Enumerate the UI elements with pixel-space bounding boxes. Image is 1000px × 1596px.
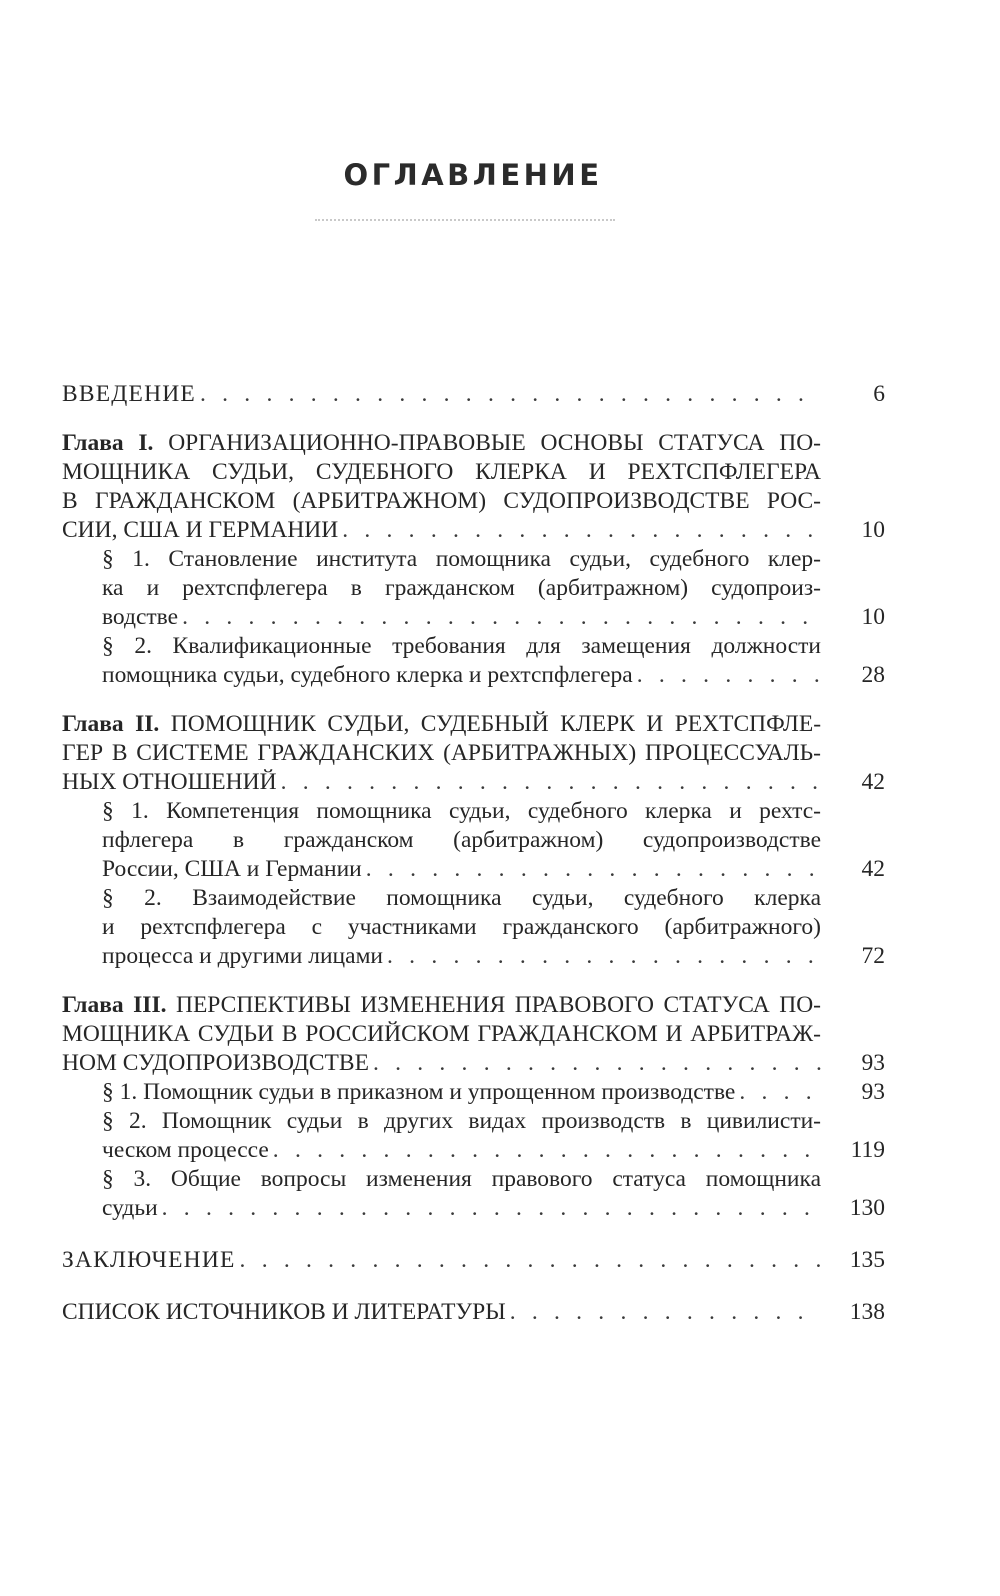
chapter-title-line: ОРГАНИЗАЦИОННО-ПРАВОВЫЕ ОСНОВЫ СТАТУСА ПО-: [168, 430, 821, 456]
chapter-title-line: НЫХ ОТНОШЕНИЙ: [62, 769, 277, 795]
chapter-title-line: ГЕР В СИСТЕМЕ ГРАЖДАНСКИХ (АРБИТРАЖНЫХ) ПРОЦЕССУАЛЬ-: [62, 740, 821, 766]
chapter-title-line: ПОМОЩНИК СУДЬИ, СУДЕБНЫЙ КЛЕРК И РЕХТСПФЛЕ-: [170, 711, 821, 737]
toc-entry-title: СПИСОК ИСТОЧНИКОВ И ЛИТЕРАТУРЫ: [62, 1299, 506, 1325]
toc-entry-section-1-1[interactable]: [62, 545, 885, 632]
page-number: 135: [849, 1247, 885, 1273]
title-divider: [315, 219, 615, 221]
section-title-line: ческом процессе: [102, 1137, 269, 1163]
page-number: 42: [861, 856, 885, 882]
toc-entry-section-2-2[interactable]: [62, 884, 885, 971]
toc-entry-intro[interactable]: [62, 380, 885, 409]
leader-dots: [373, 1049, 821, 1078]
toc-entry-section-3-2[interactable]: [62, 1107, 885, 1165]
leader-dots: [510, 1298, 821, 1327]
section-title-line: § 3. Общие вопросы изменения правового статуса помощника: [102, 1166, 821, 1192]
section-title-line: § 1. Помощник судьи в приказном и упрощенном производстве: [102, 1079, 736, 1105]
leader-dots: [200, 380, 821, 409]
toc-entry-section-2-1[interactable]: [62, 797, 885, 884]
page-title: ОГЛАВЛЕНИЕ: [343, 158, 603, 192]
table-of-contents: [62, 380, 885, 1327]
section-title-line: § 1. Компетенция помощника судьи, судебного клерка и рехтс-: [102, 798, 821, 824]
section-title-line: России, США и Германии: [102, 856, 362, 882]
page-number: 72: [861, 943, 885, 969]
leader-dots: [281, 768, 821, 797]
section-title-line: § 2. Помощник судьи в других видах производств в цивилисти-: [102, 1108, 821, 1134]
leader-dots: [387, 942, 821, 971]
section-title-line: § 1. Становление института помощника судьи, судебного клер-: [102, 546, 821, 572]
section-title-line: и рехтспфлегера с участниками гражданского (арбитражного): [102, 914, 821, 940]
chapter-title-line: НОМ СУДОПРОИЗВОДСТВЕ: [62, 1050, 369, 1076]
section-title-line: § 2. Квалификационные требования для замещения должности: [102, 633, 821, 659]
page-number: 93: [861, 1050, 885, 1076]
chapter-title-line: МОЩНИКА СУДЬИ, СУДЕБНОГО КЛЕРКА И РЕХТСПФЛЕГЕРА: [62, 459, 821, 485]
section-title-line: водстве: [102, 604, 179, 630]
section-title-line: пфлегера в гражданском (арбитражном) судопроизводстве: [102, 827, 821, 853]
chapter-title-line: МОЩНИКА СУДЬИ В РОССИЙСКОМ ГРАЖДАНСКОМ И АРБИТРАЖ-: [62, 1021, 821, 1047]
leader-dots: [162, 1194, 821, 1223]
toc-entry-section-1-2[interactable]: [62, 632, 885, 690]
chapter-label: Глава III.: [62, 992, 167, 1018]
leader-dots: [182, 603, 821, 632]
section-title-line: ка и рехтспфлегера в гражданском (арбитражном) судопроиз-: [102, 575, 821, 601]
chapter-title-line: СИИ, США И ГЕРМАНИИ: [62, 517, 339, 543]
leader-dots: [342, 516, 821, 545]
toc-entry-conclusion[interactable]: [62, 1246, 885, 1275]
page-number: 6: [873, 381, 885, 407]
chapter-title-line: ПЕРСПЕКТИВЫ ИЗМЕНЕНИЯ ПРАВОВОГО СТАТУСА ПО-: [175, 992, 821, 1018]
toc-entry-section-3-3[interactable]: [62, 1165, 885, 1223]
toc-entry-title: ЗАКЛЮЧЕНИЕ: [62, 1247, 236, 1273]
toc-entry-title: ВВЕДЕНИЕ: [62, 381, 196, 407]
section-title-line: судьи: [102, 1195, 158, 1221]
page-number: 138: [849, 1299, 885, 1325]
page-number: 119: [850, 1137, 885, 1163]
toc-entry-section-3-1[interactable]: [62, 1078, 885, 1107]
page-number: 10: [861, 517, 885, 543]
toc-entry-chapter-3[interactable]: [62, 991, 885, 1078]
toc-entry-chapter-1[interactable]: [62, 429, 885, 545]
page-number: 28: [861, 662, 885, 688]
page-number: 42: [861, 769, 885, 795]
leader-dots: [637, 661, 821, 690]
section-title-line: § 2. Взаимодействие помощника судьи, судебного клерка: [102, 885, 821, 911]
page-number: 93: [861, 1079, 885, 1105]
leader-dots: [240, 1246, 821, 1275]
page-number: 130: [849, 1195, 885, 1221]
chapter-label: Глава II.: [62, 711, 160, 737]
section-title-line: процесса и другими лицами: [102, 943, 384, 969]
leader-dots: [739, 1078, 821, 1107]
page-number: 10: [861, 604, 885, 630]
leader-dots: [273, 1136, 821, 1165]
leader-dots: [366, 855, 821, 884]
chapter-label: Глава I.: [62, 430, 154, 456]
section-title-line: помощника судьи, судебного клерка и рехтспфлегера: [102, 662, 633, 688]
toc-entry-chapter-2[interactable]: [62, 710, 885, 797]
toc-entry-sources[interactable]: [62, 1298, 885, 1327]
chapter-title-line: В ГРАЖДАНСКОМ (АРБИТРАЖНОМ) СУДОПРОИЗВОДСТВЕ РОС-: [62, 488, 821, 514]
